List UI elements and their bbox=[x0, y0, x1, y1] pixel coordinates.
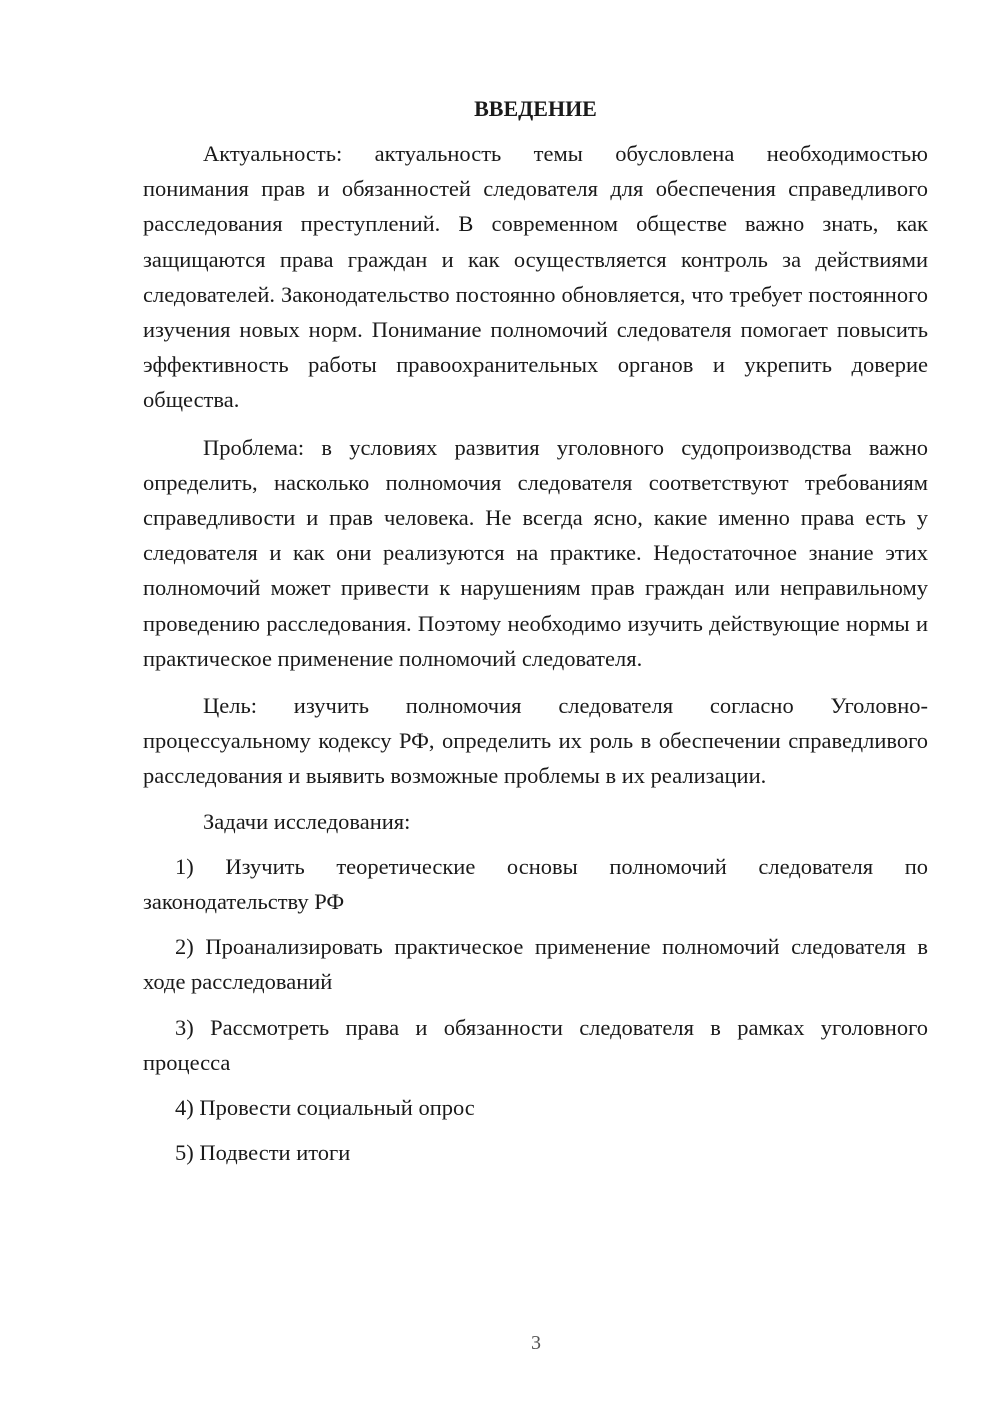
list-item: 5) Подвести итоги bbox=[175, 1140, 351, 1166]
page-number: 3 bbox=[531, 1332, 541, 1354]
paragraph-relevance: Актуальность: актуальность темы обусловлена необходимостью понимания прав и обязанностей следователя для обеспечения справедливого расследования преступлений. В современном обществе важно знать, как защищаются права граждан и как осуществляется контроль за действиями следователей. Законодательство постоянно обновляется, что требует постоянного изучения новых норм. Понимание полномочий следователя помогает повысить эффективность работы правоохранительных органов и укрепить доверие общества. bbox=[143, 141, 928, 413]
tasks-heading: Задачи исследования: bbox=[203, 808, 411, 834]
list-item: 3) Рассмотреть права и обязанности следователя в рамках уголовного процесса bbox=[143, 1014, 928, 1075]
list-item: 2) Проанализировать практическое применение полномочий следователя в ходе расследований bbox=[143, 934, 928, 995]
list-item: 1) Изучить теоретические основы полномочий следователя по законодательству РФ bbox=[143, 853, 928, 915]
document-body bbox=[143, 94, 928, 1180]
list-item: 4) Провести социальный опрос bbox=[175, 1095, 475, 1121]
paragraph-problem: Проблема: в условиях развития уголовного судопроизводства важно определить, насколько полномочия следователя соответствуют требованиям справедливости и прав человека. Не всегда ясно, какие именно права есть у следователя и как они реализуются на практике. Недостаточное знание этих полномочий может привести к нарушениям прав граждан или неправильному проведению расследования. Поэтому необходимо изучить действующие нормы и практическое применение полномочий следователя. bbox=[143, 434, 928, 671]
page-title: ВВЕДЕНИЕ bbox=[474, 96, 597, 121]
paragraph-goal: Цель: изучить полномочия следователя согласно Уголовно-процессуальному кодексу РФ, определить их роль в обеспечении справедливого расследования и выявить возможные проблемы в их реализации. bbox=[143, 693, 928, 789]
